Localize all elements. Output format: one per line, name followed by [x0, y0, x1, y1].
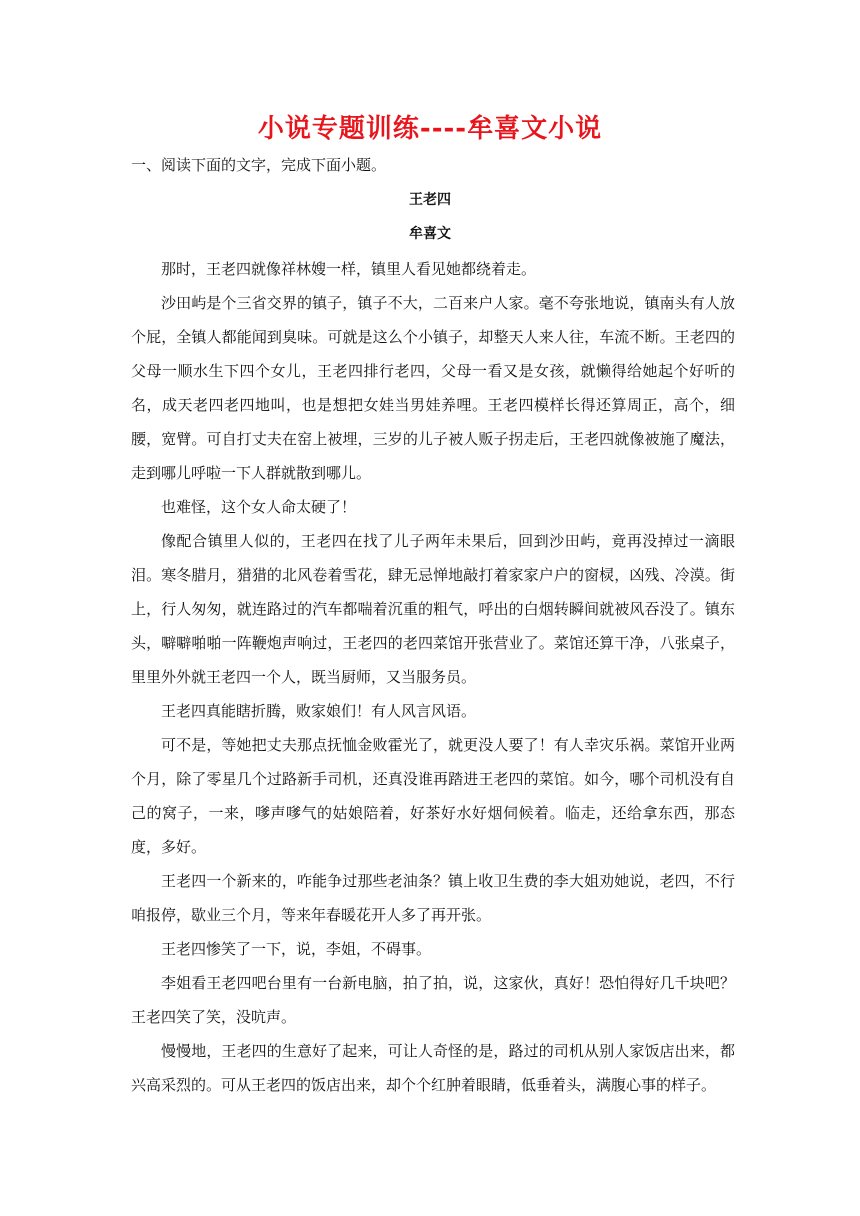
- story-paragraph: 王老四惨笑了一下，说，李姐，不碍事。: [161, 940, 432, 958]
- story-paragraph: 像配合镇里人似的，王老四在找了儿子两年未果后，回到沙田屿，竟再没掉过一滴眼泪。寒冬腊月，猎猎的北风卷着雪花，肆无忌惮地敲打着家家户户的窗棂，凶残、冷漠。街上，行人匆匆，就连路过的汽车都喘着沉重的粗气，呼出的白烟转瞬间就被风吞没了。镇东头，噼噼啪啪一阵鞭炮声响过，王老四的老四菜馆开张营业了。菜馆还算干净，八张桌子，里里外外就王老四一个人，既当厨师，又当服务员。: [131, 532, 735, 686]
- question-instruction: 一、阅读下面的文字，完成下面小题。: [131, 156, 387, 174]
- story-paragraph: 王老四真能瞎折腾，败家娘们！有人风言风语。: [161, 702, 477, 720]
- story-paragraph: 李姐看王老四吧台里有一台新电脑，拍了拍，说，这家伙，真好！恐怕得好几千块吧？王老四笑了笑，没吭声。: [131, 974, 735, 1026]
- story-paragraph: 可不是，等她把丈夫那点抚恤金败霍光了，就更没人要了！有人幸灾乐祸。菜馆开业两个月，除了零星几个过路新手司机，还真没谁再踏进王老四的菜馆。如今，哪个司机没有自己的窝子，一来，嗲声嗲气的姑娘陪着，好茶好水好烟伺候着。临走，还给拿东西，那态度，多好。: [131, 736, 735, 856]
- story-paragraph: 慢慢地，王老四的生意好了起来，可让人奇怪的是，路过的司机从别人家饭店出来，都兴高采烈的。可从王老四的饭店出来，却个个红肿着眼睛，低垂着头，满腹心事的样子。: [131, 1042, 735, 1094]
- story-title: 王老四: [409, 192, 451, 208]
- story-paragraph: 沙田屿是个三省交界的镇子，镇子不大，二百来户人家。毫不夸张地说，镇南头有人放个屁，全镇人都能闻到臭味。可就是这么个小镇子，却整天人来人往，车流不断。王老四的父母一顺水生下四个女儿，王老四排行老四，父母一看又是女孩，就懒得给她起个好听的名，成天老四老四地叫，也是想把女娃当男娃养哩。王老四模样长得还算周正，高个，细腰，宽臂。可自打丈夫在窑上被埋，三岁的儿子被人贩子拐走后，王老四就像被施了魔法，走到哪儿呼啦一下人群就散到哪儿。: [131, 294, 735, 482]
- story-paragraph: 也难怪，这个女人命太硬了！: [161, 498, 357, 516]
- story-paragraph: 王老四一个新来的，咋能争过那些老油条？镇上收卫生费的李大姐劝她说，老四，不行咱报停，歇业三个月，等来年春暖花开人多了再开张。: [131, 872, 735, 924]
- story-body: [131, 252, 735, 1102]
- story-paragraph: 那时，王老四就像祥林嫂一样，镇里人看见她都绕着走。: [161, 260, 537, 278]
- document-title: 小说专题训练----牟喜文小说: [257, 114, 603, 144]
- story-author: 牟喜文: [409, 226, 451, 242]
